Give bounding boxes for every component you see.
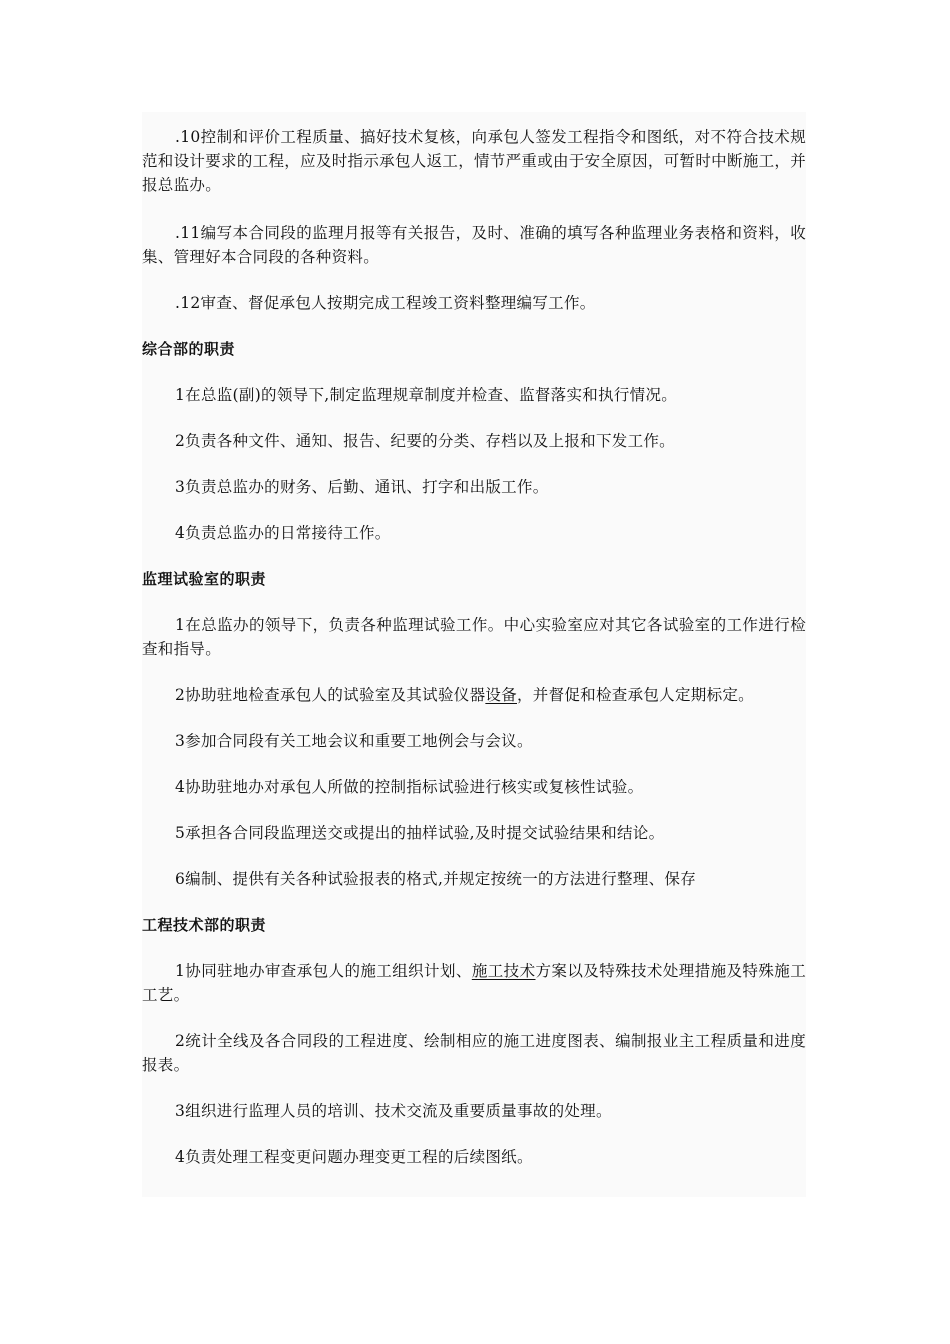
engineering-item-2: 2统计全线及各合同段的工程进度、绘制相应的施工进度图表、编制报业主工程质量和进度报表。 (142, 1032, 806, 1074)
section-heading-engineering: 工程技术部的职责 (142, 916, 267, 934)
lab-item-6: 6编制、提供有关各种试验报表的格式,并规定按统一的方法进行整理、保存 (175, 870, 696, 888)
lab-item-2 (142, 683, 806, 707)
general-dept-item-1: 1在总监(副)的领导下,制定监理规章制度并检查、监督落实和执行情况。 (175, 386, 678, 404)
paragraph-12: .12审查、督促承包人按期完成工程竣工资料整理编写工作。 (175, 294, 596, 312)
general-dept-item-4: 4负责总监办的日常接待工作。 (175, 524, 391, 542)
construction-technology-link[interactable]: 施工技术 (471, 962, 536, 980)
lab-item-5: 5承担各合同段监理送交或提出的抽样试验,及时提交试验结果和结论。 (175, 824, 665, 842)
engineering-item-1 (142, 959, 806, 1007)
paragraph-10: .10控制和评价工程质量、搞好技术复核，向承包人签发工程指令和图纸，对不符合技术规范和设计要求的工程，应及时指示承包人返工，情节严重或由于安全原因，可暂时中断施工，并报总监办。 (142, 128, 806, 194)
lab-item-3: 3参加合同段有关工地会议和重要工地例会与会议。 (175, 732, 533, 750)
general-dept-item-2: 2负责各种文件、通知、报告、纪要的分类、存档以及上报和下发工作。 (175, 432, 675, 450)
general-dept-item-3: 3负责总监办的财务、后勤、通讯、打字和出版工作。 (175, 478, 549, 496)
section-heading-general-dept: 综合部的职责 (142, 340, 236, 358)
section-heading-lab: 监理试验室的职责 (142, 570, 267, 588)
paragraph-11: .11编写本合同段的监理月报等有关报告，及时、准确的填写各种监理业务表格和资料，收集、管理好本合同段的各种资料。 (142, 224, 806, 266)
equipment-link[interactable]: 设备 (485, 686, 517, 704)
engineering-item-4: 4负责处理工程变更问题办理变更工程的后续图纸。 (175, 1148, 533, 1166)
lab-item-1: 1在总监办的领导下，负责各种监理试验工作。中心实验室应对其它各试验室的工作进行检查和指导。 (142, 616, 806, 658)
document-page (142, 112, 806, 1197)
engineering-item-3: 3组织进行监理人员的培训、技术交流及重要质量事故的处理。 (175, 1102, 612, 1120)
lab-item-2-text-a: 2协助驻地检查承包人的试验室及其试验仪器 (175, 686, 486, 704)
lab-item-2-text-b: ，并督促和检查承包人定期标定。 (516, 686, 754, 704)
engineering-item-1-text-b: 方案以及特殊技术处理措施及特殊施工工艺。 (142, 962, 806, 1004)
engineering-item-1-text-a: 1协同驻地办审查承包人的施工组织计划、 (175, 962, 472, 980)
lab-item-4: 4协助驻地办对承包人所做的控制指标试验进行核实或复核性试验。 (175, 778, 644, 796)
